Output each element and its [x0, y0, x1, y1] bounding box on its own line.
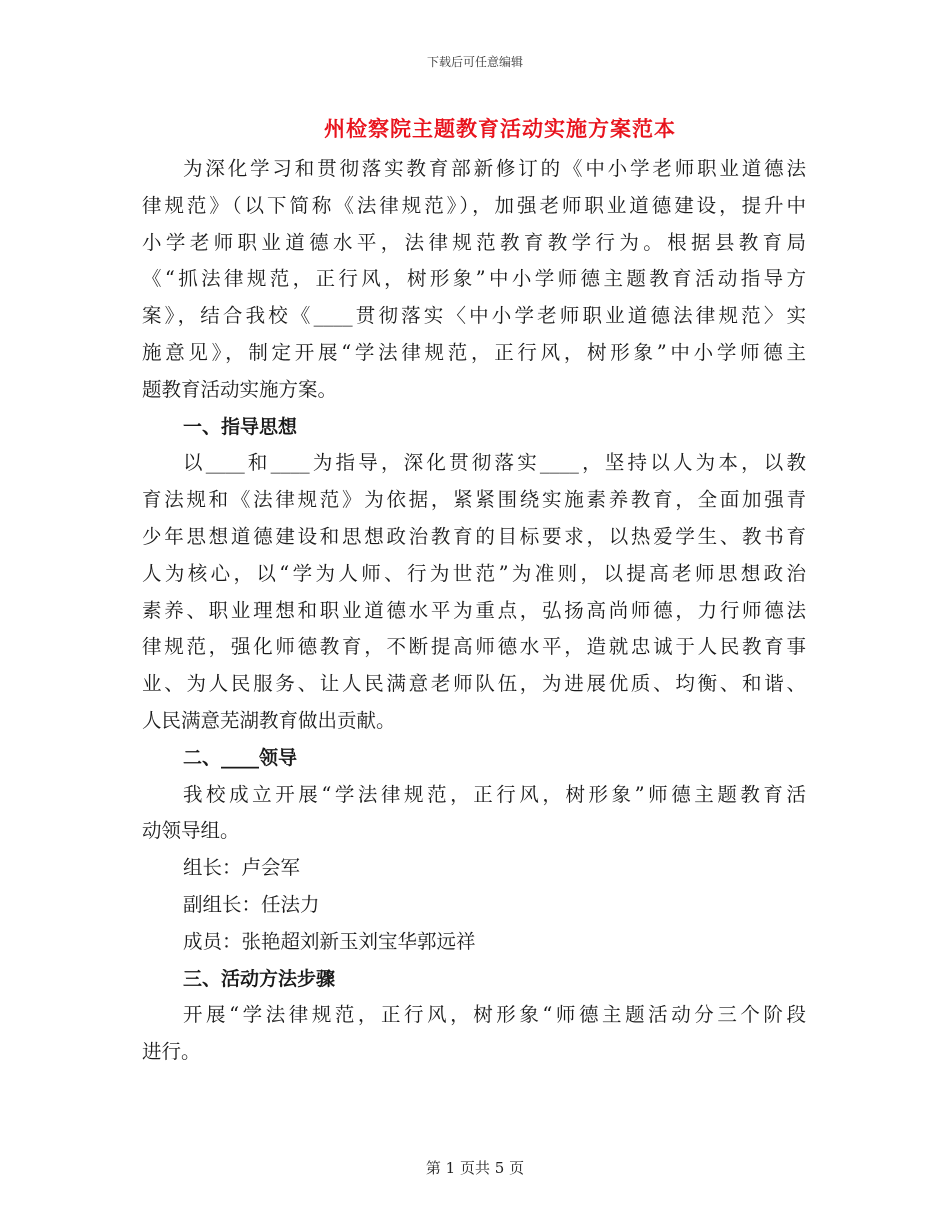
intro-line: 《“抓法律规范，正行风，树形象”中小学师德主题教育活动指导方 — [142, 267, 806, 291]
section1-line: 少年思想道德建设和思想政治教育的目标要求，以热爱学生、教书育 — [142, 524, 806, 548]
section1-line: 素养、职业理想和职业道德水平为重点，弘扬高尚师德，力行师德法 — [142, 598, 806, 622]
members-line: 成员：张艳超刘新玉刘宝华郭远祥 — [183, 929, 476, 953]
intro-line: 题教育活动实施方案。 — [142, 377, 338, 401]
intro-line: 案》，结合我校《____贯彻落实〈中小学老师职业道德法律规范〉实 — [142, 304, 806, 328]
section2-line: 我校成立开展“学法律规范，正行风，树形象”师德主题教育活 — [183, 782, 806, 806]
section1-line: 以____和____为指导，深化贯彻落实____，坚持以人为本，以教 — [183, 451, 806, 475]
section1-line: 律规范，强化师德教育，不断提高师德水平，造就忠诚于人民教育事 — [142, 635, 806, 659]
leader-line: 组长：卢会军 — [183, 856, 301, 880]
intro-line: 为深化学习和贯彻落实教育部新修订的《中小学老师职业道德法 — [183, 157, 806, 180]
section-heading-guiding-ideology: 一、指导思想 — [183, 415, 298, 438]
section3-line: 开展“学法律规范，正行风，树形象“师德主题活动分三个阶段 — [183, 1003, 806, 1027]
section2-line: 动领导组。 — [142, 819, 240, 843]
deputy-leader-line: 副组长：任法力 — [183, 892, 320, 916]
header-note: 下载后可任意编辑 — [426, 55, 523, 69]
section1-line: 业、为人民服务、让人民满意老师队伍，为进展优质、均衡、和谐、 — [142, 672, 806, 696]
page-number-footer: 第 1 页共 5 页 — [425, 1159, 525, 1177]
section-heading-leadership: 二、____领导 — [183, 746, 298, 769]
intro-line: 小学老师职业道德水平，法律规范教育教学行为。根据县教育局 — [142, 230, 806, 254]
section3-line: 进行。 — [142, 1040, 201, 1064]
document-title: 州检察院主题教育活动实施方案范本 — [324, 116, 676, 141]
section1-line: 育法规和《法律规范》为依据，紧紧围绕实施素养教育，全面加强青 — [142, 488, 806, 512]
section1-line: 人民满意芜湖教育做出贡献。 — [142, 708, 396, 732]
section-heading-activity-steps: 三、活动方法步骤 — [183, 967, 336, 990]
document-body — [142, 151, 806, 1071]
intro-line: 施意见》，制定开展“学法律规范，正行风，树形象”中小学师德主 — [142, 340, 806, 364]
intro-line: 律规范》（以下简称《法律规范》），加强老师职业道德建设，提升中 — [142, 193, 806, 217]
section1-line: 人为核心，以“学为人师、行为世范”为准则，以提高老师思想政治 — [142, 561, 806, 585]
